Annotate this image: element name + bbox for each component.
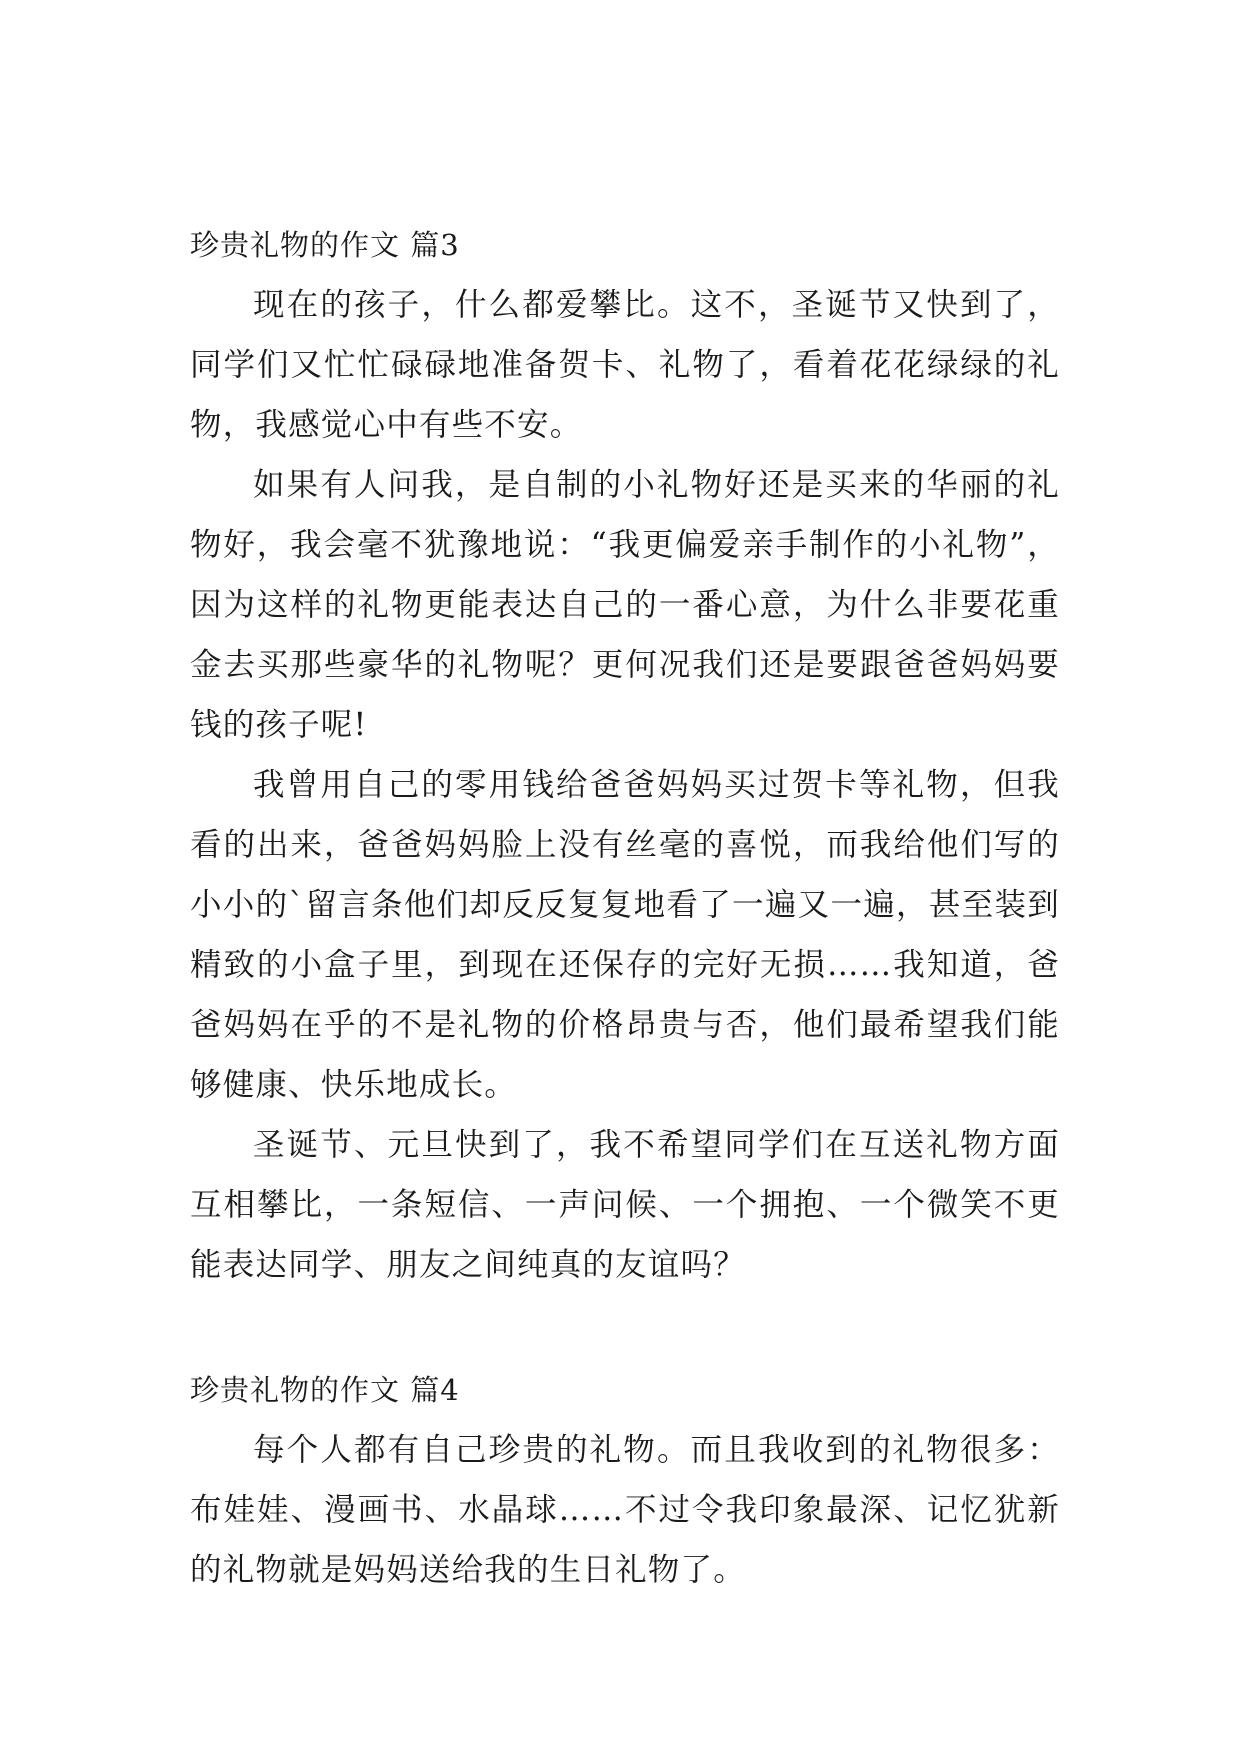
- paragraph: 现在的孩子，什么都爱攀比。这不，圣诞节又快到了，同学们又忙忙碌碌地准备贺卡、礼物了，看着花花绿绿的礼物，我感觉心中有些不安。: [190, 287, 1060, 443]
- paragraph: 我曾用自己的零用钱给爸爸妈妈买过贺卡等礼物，但我看的出来，爸爸妈妈脸上没有丝毫的喜悦，而我给他们写的小小的`留言条他们却反反复复地看了一遍又一遍，甚至装到精致的小盒子里，到现在还保存的完好无损……我知道，爸爸妈妈在乎的不是礼物的价格昂贵与否，他们最希望我们能够健康、快乐地成长。: [190, 767, 1060, 1103]
- paragraph: 如果有人问我，是自制的小礼物好还是买来的华丽的礼物好，我会毫不犹豫地说：“我更偏爱亲手制作的小礼物”，因为这样的礼物更能表达自己的一番心意，为什么非要花重金去买那些豪华的礼物呢？更何况我们还是要跟爸爸妈妈要钱的孩子呢!: [190, 467, 1060, 743]
- section-title: 珍贵礼物的作文 篇3: [190, 228, 460, 262]
- section-title: 珍贵礼物的作文 篇4: [190, 1373, 460, 1407]
- essay-section-4: [190, 1360, 1060, 1600]
- paragraph: 圣诞节、元旦快到了，我不希望同学们在互送礼物方面互相攀比，一条短信、一声问候、一个拥抱、一个微笑不更能表达同学、朋友之间纯真的友谊吗？: [190, 1127, 1060, 1283]
- document-page: [190, 215, 1060, 1600]
- essay-section-3: [190, 215, 1060, 1295]
- paragraph: 每个人都有自己珍贵的礼物。而且我收到的礼物很多：布娃娃、漫画书、水晶球……不过令我印象最深、记忆犹新的礼物就是妈妈送给我的生日礼物了。: [190, 1432, 1060, 1588]
